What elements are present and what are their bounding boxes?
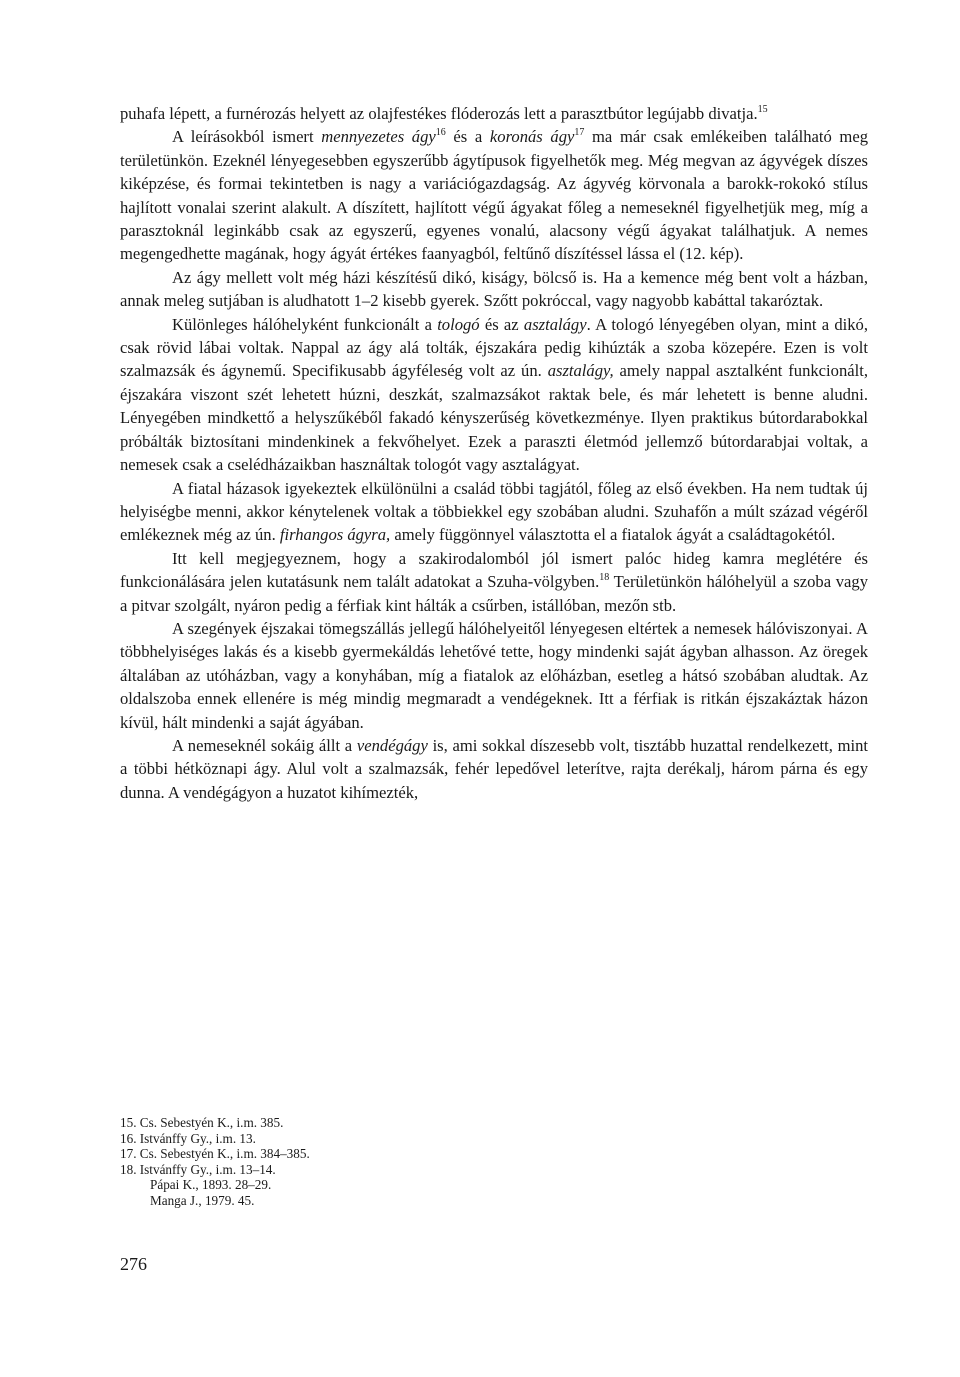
text-span: és az	[479, 314, 524, 334]
text-span: A fiatal házasok igyekeztek elkülönülni a család többi tagjától, főleg az első években. Ha nem tudtak új helyiségbe menni, akkor kénytelenek voltak a többiekkel egy szobában aludni. Szuhafőn a múlt század végéről emlékeznek még az ún.	[120, 478, 868, 545]
text-span: amely nappal asztalként funkcionált, éjszakára viszont szét lehetett húzni, deszkát, szalmazsákot raktak bele, és már lehetett is benne aludni. Lényegében mindkettő a helyszűkéből fakadó kényszerűség következménye. Ilyen praktikus bútordarabokkal próbálták biztosítani mindenkinek a fekvőhelyet. Ezek a paraszti életmód jellemző bútordarabjai voltak, a nemesek csak a cselédházaikban használtak tologót vagy asztalágyat.	[120, 361, 868, 475]
footnote-ref-17[interactable]: 17	[574, 127, 585, 139]
text-span: és a	[445, 127, 490, 147]
page-number: 276	[120, 1254, 147, 1274]
italic-term: koronás ágy	[489, 127, 575, 147]
paragraph-5	[120, 477, 868, 547]
text-span: A nemeseknél sokáig állt a	[172, 735, 357, 755]
text-span: puhafa lépett, a furnérozás helyett az olajfestékes flóderozás lett a parasztbútor legújabb divatja.	[120, 104, 758, 123]
paragraph-2	[120, 125, 868, 265]
footnote-18: 18. Istvánffy Gy., i.m. 13–14.	[120, 1161, 276, 1177]
paragraph-4	[120, 313, 868, 477]
footnote-15: 15. Cs. Sebestyén K., i.m. 385.	[120, 1115, 284, 1130]
text-span: Az ágy mellett volt még házi készítésű dikó, kiságy, bölcső is. Ha a kemence még bent volt a házban, annak meleg sutjában is aludhatott 1–2 kisebb gyerek. Szőtt pokróccal, vagy nagyobb kabáttal takaróztak.	[120, 267, 868, 311]
text-span: Különleges hálóhelyként funkcionált a	[172, 314, 438, 334]
footnote-18-continuation: Pápai K., 1893. 28–29.	[150, 1177, 272, 1193]
text-span: A leírásokból ismert	[172, 127, 322, 147]
body-text	[120, 102, 868, 804]
footnote-18-continuation: Manga J., 1979. 45.	[150, 1192, 255, 1208]
footnote-ref-18[interactable]: 18	[599, 572, 610, 584]
text-span: ma már csak emlékeiben található meg területünkön. Ezeknél lényegesebben egyszerűbb ágytípusok figyelhetők meg. Még megvan az ágyvégek díszes kiképzése, és formai tekintetben is nagy a variációgazdagság. Az ágyvég körvonala a barokk-rokokó stílus hajlított vonalai szerint alakult. A díszített, hajlított végű ágyakat főleg a nemeseknél figyelhetjük meg, míg a parasztoknál leginkább csak az egyszerű, egyenes vonalú, alacsony végű ágyakat találhatjuk. A nemes megengedhette magának, hogy ágyát értékes faanyagból, feltűnő díszítéssel lássa el (12. kép).	[120, 127, 868, 264]
footnotes	[120, 1115, 520, 1209]
italic-term: mennyezetes ágy	[321, 127, 436, 147]
footnote-ref-16[interactable]: 16	[435, 127, 446, 139]
italic-term: firhangos ágyra,	[279, 525, 391, 545]
paragraph-7	[120, 617, 868, 734]
footnote-16: 16. Istvánffy Gy., i.m. 13.	[120, 1130, 256, 1146]
paragraph-8	[120, 734, 868, 804]
text-span: Itt kell megjegyeznem, hogy a szakirodalomból jól ismert palóc hideg kamra meglétére és funkcionálására jelen kutatásunk nem talált adatokat a Szuha-völgyben.	[120, 548, 868, 592]
paragraph-6	[120, 547, 868, 617]
paragraph-1	[120, 102, 868, 125]
text-span: is, ami sokkal díszesebb volt, tisztább huzattal rendelkezett, mint a többi hétköznapi ágy. Alul volt a szalmazsák, fehér lepedővel leterítve, rajta derékalj, három párna és egy dunna. A vendégágyon a huzatot kihímezték,	[120, 735, 868, 802]
text-span: . A tologó lényegében olyan, mint a dikó, csak rövid lábai voltak. Nappal az ágy alá tolták, éjszakára pedig kihúzták a szoba közepére. Ezen is volt szalmazsák és ágynemű. Specifikusabb ágyféleség volt az ún.	[120, 314, 868, 381]
italic-term: asztalágy	[523, 314, 587, 334]
italic-term: tologó	[437, 314, 480, 334]
footnote-ref-15[interactable]: 15	[757, 104, 768, 115]
footnote-17: 17. Cs. Sebestyén K., i.m. 384–385.	[120, 1146, 310, 1162]
italic-term: vendégágy	[356, 735, 428, 755]
text-span: amely függönnyel választotta el a fiatalok ágyát a családtagokétól.	[390, 525, 836, 545]
italic-term: asztalágy,	[547, 361, 614, 381]
text-span: Területünkön hálóhelyül a szoba vagy a pitvar szolgált, nyáron pedig a férfiak kint hálták a csűrben, istállóban, mezőn stb.	[120, 572, 869, 615]
text-span: A szegények éjszakai tömegszállás jellegű hálóhelyeitől lényegesen eltértek a nemesek hálóviszonyai. A többhelyiséges lakás és a kisebb gyermekáldás lehetővé tette, hogy mindenki saját ágyban alhasson. Az öregek általában az utóházban, vagy a konyhában, míg a fiatalok az előházban, esetleg a hátsó szobában aludtak. Az oldalszoba ennek ellenére is még mindig megmaradt a vendégeknek. Itt a férfiak is ritkán éjszakáztak házon kívül, hált mindenki a saját ágyában.	[120, 618, 868, 732]
paragraph-3	[120, 266, 868, 313]
